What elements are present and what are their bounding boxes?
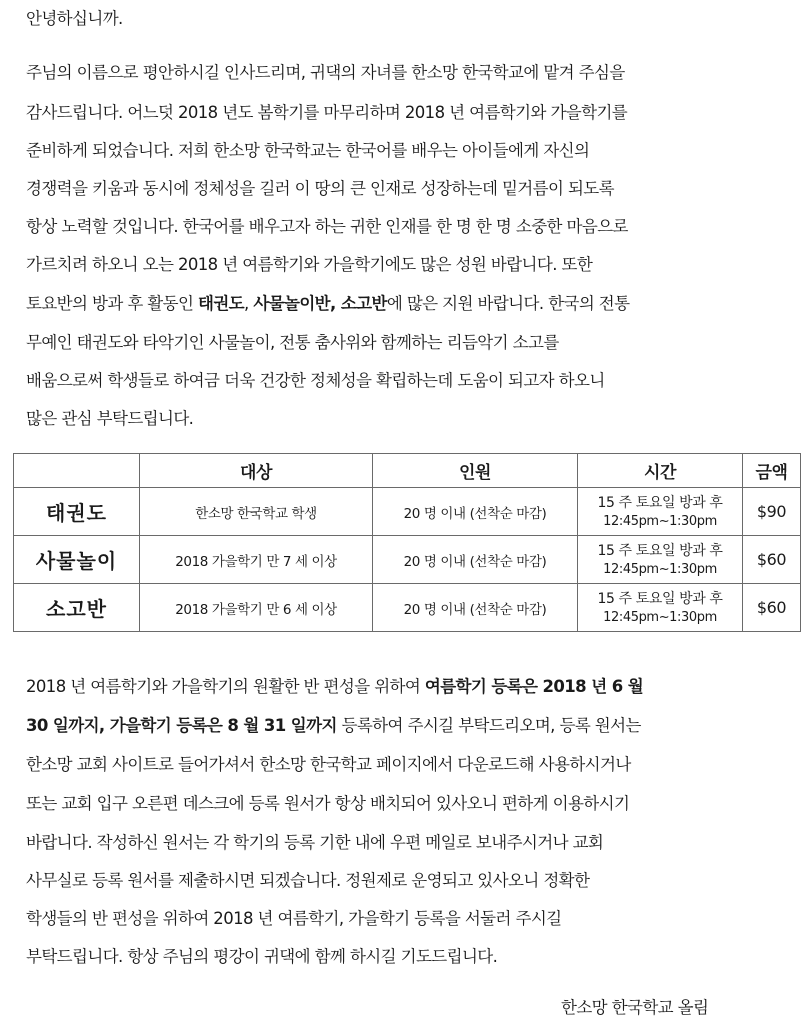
program-capacity: 20 명 이내 (선착순 마감) <box>373 584 578 632</box>
time-schedule: 15 주 토요일 방과 후 <box>597 590 723 607</box>
paragraph-line <box>26 677 643 697</box>
paragraph-line-activities <box>26 294 629 314</box>
text: 2018 년 여름학기와 가을학기의 원활한 반 편성을 위하여 <box>26 677 425 696</box>
signature: 한소망 한국학교 올림 <box>561 998 709 1017</box>
paragraph-line: 경쟁력을 키움과 동시에 정체성을 길러 이 땅의 큰 인재로 성장하는데 밑거름이 되도록 <box>26 179 614 198</box>
paragraph-line: 가르치려 하오니 오는 2018 년 여름학기와 가을학기에도 많은 성원 바랍니다. 또한 <box>26 255 593 274</box>
paragraph-line: 한소망 교회 사이트로 들어가셔서 한소망 한국학교 페이지에서 다운로드해 사용하시거나 <box>26 755 631 774</box>
paragraph-line: 바랍니다. 작성하신 원서는 각 학기의 등록 기한 내에 우편 메일로 보내주시거나 교회 <box>26 833 604 852</box>
activity-taekwondo: 태권도 <box>197 294 245 313</box>
greeting: 안녕하십니까. <box>26 9 123 28</box>
text: 등록하여 주시길 부탁드리오며, 등록 원서는 <box>336 716 641 735</box>
time-hours: 12:45pm~1:30pm <box>603 561 717 577</box>
paragraph-line: 주님의 이름으로 평안하시길 인사드리며, 귀댁의 자녀를 한소망 한국학교에 맡겨 주심을 <box>26 63 625 82</box>
summer-deadline: 여름학기 등록은 2018 년 6 월 <box>424 677 644 696</box>
program-time <box>578 584 743 632</box>
header-price: 금액 <box>743 454 801 488</box>
paragraph-line: 부탁드립니다. 항상 주님의 평강이 귀댁에 함께 하시길 기도드립니다. <box>26 947 498 966</box>
program-name: 사물놀이 <box>14 536 140 584</box>
program-price: $60 <box>743 536 801 584</box>
time-schedule: 15 주 토요일 방과 후 <box>597 494 723 511</box>
program-target: 2018 가을학기 만 7 세 이상 <box>140 536 373 584</box>
program-table <box>13 453 801 632</box>
time-hours: 12:45pm~1:30pm <box>603 609 717 625</box>
paragraph-line: 항상 노력할 것입니다. 한국어를 배우고자 하는 귀한 인재를 한 명 한 명 소중한 마음으로 <box>26 217 628 236</box>
program-capacity: 20 명 이내 (선착순 마감) <box>373 488 578 536</box>
table-header-row <box>14 454 801 488</box>
table-row <box>14 584 801 632</box>
paragraph-line <box>26 716 641 736</box>
paragraph-line: 많은 관심 부탁드립니다. <box>26 409 194 428</box>
time-schedule: 15 주 토요일 방과 후 <box>597 542 723 559</box>
header-time: 시간 <box>578 454 743 488</box>
program-target: 2018 가을학기 만 6 세 이상 <box>140 584 373 632</box>
program-target: 한소망 한국학교 학생 <box>140 488 373 536</box>
paragraph-line: 배움으로써 학생들로 하여금 더욱 건강한 정체성을 확립하는데 도움이 되고자 하오니 <box>26 371 605 390</box>
program-price: $90 <box>743 488 801 536</box>
time-hours: 12:45pm~1:30pm <box>603 513 717 529</box>
header-blank <box>14 454 140 488</box>
header-target: 대상 <box>140 454 373 488</box>
table-row <box>14 488 801 536</box>
program-price: $60 <box>743 584 801 632</box>
program-name: 태권도 <box>14 488 140 536</box>
activity-samulnori: 사물놀이반 <box>253 294 331 313</box>
program-capacity: 20 명 이내 (선착순 마감) <box>373 536 578 584</box>
paragraph-line: 또는 교회 입구 오른편 데스크에 등록 원서가 항상 배치되어 있사오니 편하게 이용하시기 <box>26 794 630 813</box>
text: , <box>244 294 254 313</box>
text: 에 많은 지원 바랍니다. 한국의 전통 <box>386 294 630 313</box>
text: , <box>330 294 341 313</box>
activity-sogo: 소고반 <box>340 294 387 313</box>
paragraph-line: 무예인 태권도와 타악기인 사물놀이, 전통 춤사위와 함께하는 리듬악기 소고를 <box>26 333 559 352</box>
fall-deadline: 30 일까지, 가을학기 등록은 8 월 31 일까지 <box>26 716 337 735</box>
paragraph-line: 준비하게 되었습니다. 저희 한소망 한국학교는 한국어를 배우는 아이들에게 자신의 <box>26 141 590 160</box>
program-time <box>578 536 743 584</box>
program-name: 소고반 <box>14 584 140 632</box>
header-capacity: 인원 <box>373 454 578 488</box>
paragraph-line: 사무실로 등록 원서를 제출하시면 되겠습니다. 정원제로 운영되고 있사오니 정확한 <box>26 871 590 890</box>
text: 토요반의 방과 후 활동인 <box>26 294 198 313</box>
program-time <box>578 488 743 536</box>
paragraph-line: 감사드립니다. 어느덧 2018 년도 봄학기를 마무리하며 2018 년 여름학기와 가을학기를 <box>26 103 628 122</box>
table-row <box>14 536 801 584</box>
paragraph-line: 학생들의 반 편성을 위하여 2018 년 여름학기, 가을학기 등록을 서둘러 주시길 <box>26 909 562 928</box>
